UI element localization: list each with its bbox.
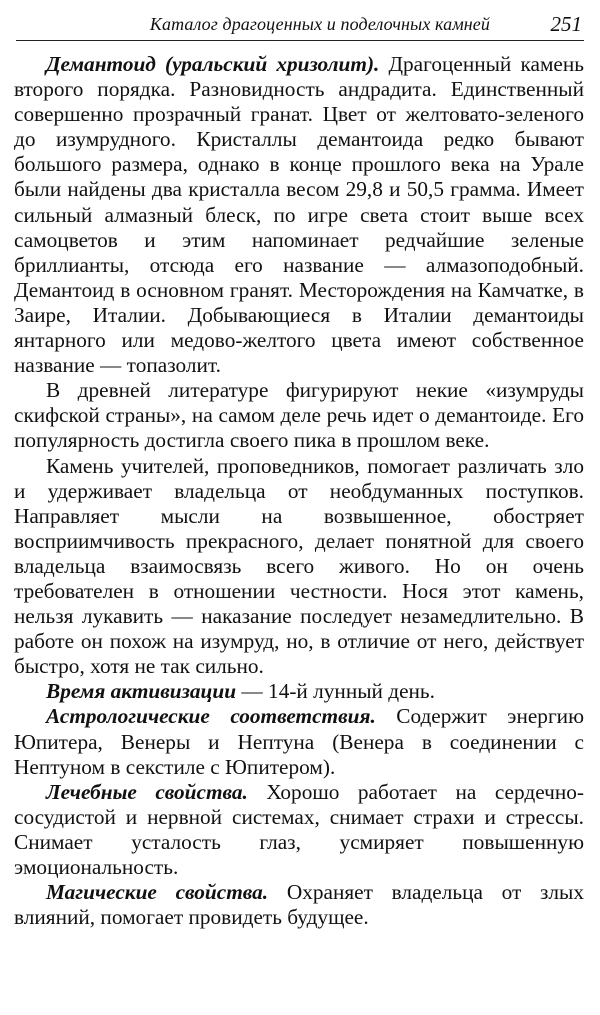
running-title: Каталог драгоценных и поделочных камней [149,14,490,34]
activation-heading: Время активизации [46,679,237,704]
healing-heading: Лечебные свойства. [46,779,248,804]
magic-heading: Магические свойства. [46,880,269,905]
paragraph-activation-time [14,679,584,704]
paragraph-astrology [14,704,584,779]
paragraph-properties [14,454,584,680]
paragraph-text: Драгоценный камень второго порядка. Разновидность андрадита. Единственный совершенно прозрачный гранат. Цвет от желтовато-зеленого до изумрудного. Кристаллы демантоида редко бывают большого размера, однако в конце прошлого века на Урале были найдены два кристалла весом 29,8 и 50,5 грамма. Имеет сильный алмазный блеск, по игре света стоит выше всех самоцветов и этим напоминает редчайшие зеленые бриллианты, отсюда его название — алмазоподобный. Демантоид в основном гранят. Месторождения на Камчатке, в Заире, Италии. Добывающиеся в Италии демантоиды янтарного или медово-желтого цвета имеют собственное название — топазолит. [14,52,584,378]
entry-heading: Демантоид (уральский хризолит). [46,52,380,76]
paragraph-text: — 14-й лунный день. [236,679,435,704]
paragraph-magic [14,880,584,930]
body-text [14,52,584,930]
paragraph-healing [14,780,584,880]
paragraph-text: Хорошо работает на сердечно-сосудистой и нервной системах, снимает страхи и стрессы. Снимает усталость глаз, усмиряет повышенную эмоциональность. [14,779,584,879]
paragraph-demantoid-description [14,52,584,378]
paragraph-text: Камень учителей, проповедников, помогает различать зло и удерживает владельца от необдуманных поступков. Направляет мысли на возвышенное, обостряет восприимчивость прекрасного, делает понятной для своего владельца взаимосвязь всего живого. Но он очень требователен в отношении честности. Нося этот камень, нельзя лукавить — наказание последует незамедлительно. В работе он похож на изумруд, но, в отличие от него, действует быстро, хотя не так сильно. [14,453,584,679]
paragraph-text: В древней литературе фигурируют некие «изумруды скифской страны», на самом деле речь идет о демантоиде. Его популярность достигла своего пика в прошлом веке. [14,378,584,453]
paragraph-text: Содержит энергию Юпитера, Венеры и Нептуна (Венера в соединении с Нептуном в секстиле с Юпитером). [14,704,584,779]
paragraph-text: Охраняет владельца от злых влияний, помогает провидеть будущее. [14,880,584,930]
page-number: 251 [550,12,582,36]
paragraph-history [14,378,584,453]
page-header [16,8,584,41]
astrology-heading: Астрологические соответствия. [46,704,376,729]
